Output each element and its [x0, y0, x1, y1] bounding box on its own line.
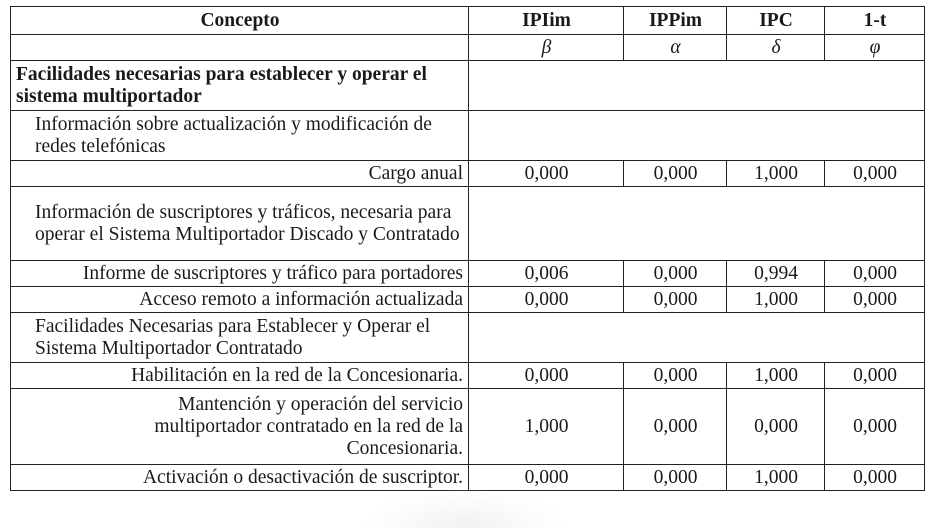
header-ipiim: IPIim [469, 7, 624, 35]
value-1-t: 0,000 [825, 287, 925, 313]
value-ipc: 0,994 [727, 261, 825, 287]
table-row [11, 187, 925, 261]
section-title: Facilidades necesarias para establecer y operar el sistema multiportador [11, 61, 469, 111]
row-concept: Cargo anual [11, 161, 469, 187]
table-row [11, 389, 925, 465]
row-concept: Acceso remoto a información actualizada [11, 287, 469, 313]
table-row [11, 313, 925, 363]
value-1-t: 0,000 [825, 363, 925, 389]
row-concept: Mantención y operación del servicio multiportador contratado en la red de la Concesionaria. [11, 389, 469, 465]
value-ippim: 0,000 [624, 161, 727, 187]
value-ipc: 1,000 [727, 161, 825, 187]
subsection-empty-cells [469, 313, 925, 363]
table-row [11, 261, 925, 287]
value-ipc: 0,000 [727, 389, 825, 465]
subsection-empty-cells [469, 111, 925, 161]
header-ipc: IPC [727, 7, 825, 35]
faint-watermark [360, 488, 570, 528]
symbol-concept-blank [11, 35, 469, 61]
table-row [11, 363, 925, 389]
row-concept: Activación o desactivación de suscriptor. [11, 465, 469, 491]
value-ipiim: 0,000 [469, 363, 624, 389]
value-ipiim: 0,000 [469, 161, 624, 187]
symbol-row [11, 35, 925, 61]
symbol-delta: δ [727, 35, 825, 61]
table-row [11, 111, 925, 161]
value-ippim: 0,000 [624, 389, 727, 465]
value-1-t: 0,000 [825, 389, 925, 465]
table-row [11, 61, 925, 111]
subsection-title: Información sobre actualización y modificación de redes telefónicas [11, 111, 469, 161]
value-ipiim: 0,006 [469, 261, 624, 287]
header-concept: Concepto [11, 7, 469, 35]
value-ippim: 0,000 [624, 287, 727, 313]
symbol-alpha: α [624, 35, 727, 61]
value-ipiim: 0,000 [469, 287, 624, 313]
value-ippim: 0,000 [624, 465, 727, 491]
value-ipiim: 0,000 [469, 465, 624, 491]
subsection-empty-cells [469, 187, 925, 261]
tariff-indexation-table [10, 6, 925, 491]
value-1-t: 0,000 [825, 161, 925, 187]
symbol-beta: β [469, 35, 624, 61]
value-ippim: 0,000 [624, 363, 727, 389]
table-row [11, 287, 925, 313]
header-1-t: 1-t [825, 7, 925, 35]
table-row [11, 161, 925, 187]
section-empty-cells [469, 61, 925, 111]
table-row [11, 465, 925, 491]
value-ipc: 1,000 [727, 287, 825, 313]
row-concept: Informe de suscriptores y tráfico para portadores [11, 261, 469, 287]
value-ipc: 1,000 [727, 363, 825, 389]
value-1-t: 0,000 [825, 465, 925, 491]
value-ipiim: 1,000 [469, 389, 624, 465]
row-concept: Habilitación en la red de la Concesionaria. [11, 363, 469, 389]
symbol-phi: φ [825, 35, 925, 61]
value-ippim: 0,000 [624, 261, 727, 287]
value-ipc: 1,000 [727, 465, 825, 491]
header-row [11, 7, 925, 35]
value-1-t: 0,000 [825, 261, 925, 287]
subsection-title: Información de suscriptores y tráficos, necesaria para operar el Sistema Multiportador Discado y Contratado [11, 187, 469, 261]
subsection-title: Facilidades Necesarias para Establecer y Operar el Sistema Multiportador Contratado [11, 313, 469, 363]
header-ippim: IPPim [624, 7, 727, 35]
